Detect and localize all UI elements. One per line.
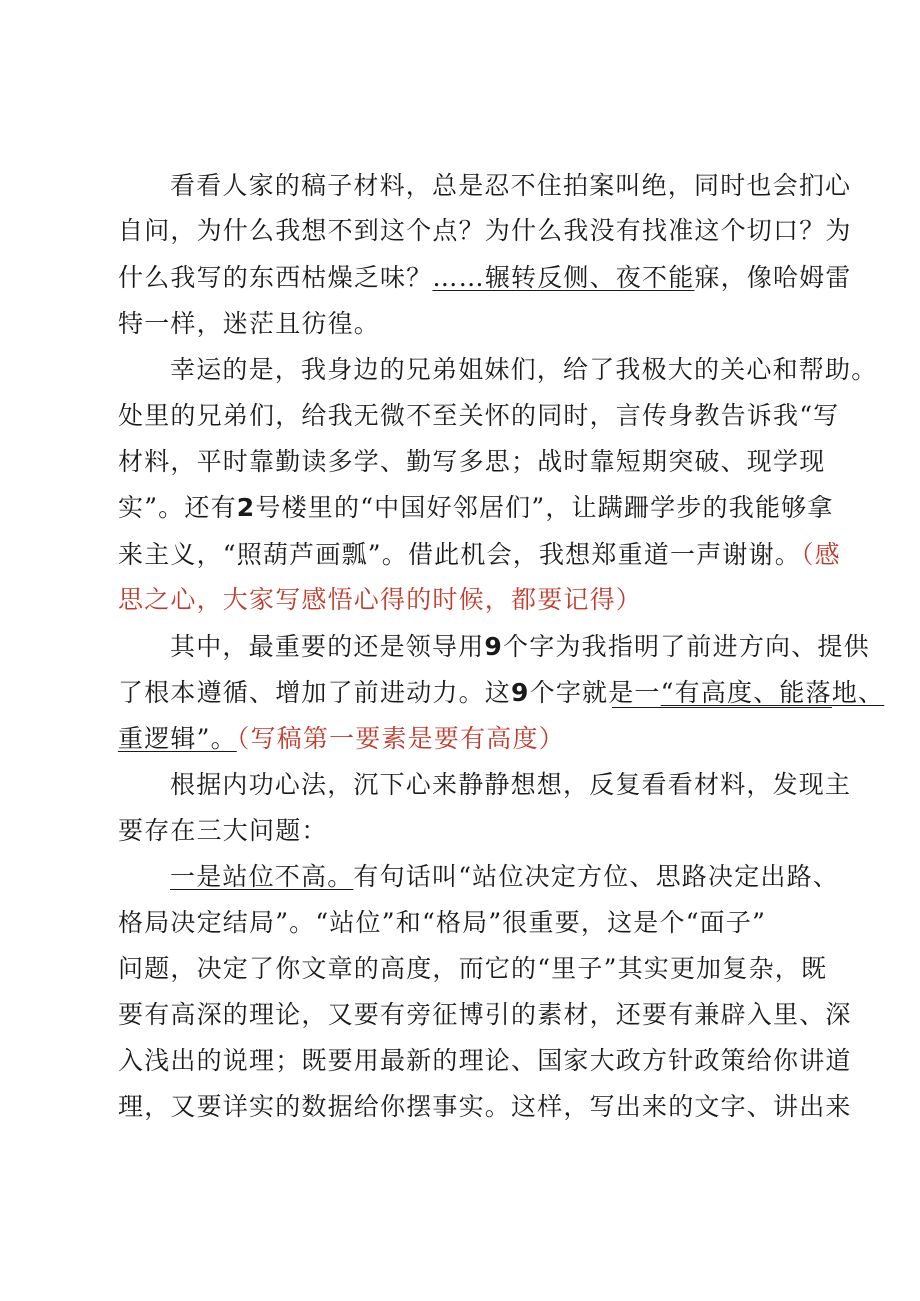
annotation-text: （感	[800, 540, 841, 569]
paragraph-5-line-2: 格局决定结局”。“站位”和“格局”很重要，这是个“面子”	[118, 908, 767, 937]
paragraph-1-line-1: 看看人家的稿子材料，总是忍不住拍案叫绝，同时也会扪心	[170, 171, 852, 200]
paragraph-1-line-3: 什么我写的东西枯燥乏味？……辗转反侧、夜不能寐，像哈姆雷	[118, 263, 852, 292]
paragraph-1-line-2: 自问，为什么我想不到这个点？为什么我没有找准这个切口？为	[118, 216, 852, 245]
paragraph-2-line-6-annotation: 思之心，大家写感悟心得的时候，都要记得）	[118, 585, 643, 614]
paragraph-2-line-2: 处里的兄弟们，给我无微不至关怀的同时，言传身教告诉我“写	[118, 401, 840, 430]
underlined-heading: 一是站位不高。	[170, 862, 354, 891]
underline-rule	[612, 707, 832, 708]
paragraph-2-line-3: 材料，平时靠勤读多学、勤写多思；战时靠短期突破、现学现	[118, 447, 826, 476]
paragraph-4-line-2: 要存在三大问题：	[118, 816, 328, 845]
paragraph-5-line-3: 问题，决定了你文章的高度，而它的“里子”其实更加复杂，既	[118, 954, 828, 983]
paragraph-3-line-3	[118, 723, 565, 755]
paragraph-5-line-5: 入浅出的说理；既要用最新的理论、国家大政方针政策给你讲道	[118, 1046, 852, 1075]
paragraph-2-line-4: 实”。还有2号楼里的“中国好邻居们”，让蹒跚学步的我能够拿	[118, 493, 834, 522]
paragraph-3-line-1: 其中，最重要的还是领导用9个字为我指明了前进方向、提供	[170, 632, 870, 661]
paragraph-5-line-4: 要有高深的理论，又要有旁征博引的素材，还要有兼辟入里、深	[118, 1000, 852, 1029]
underlined-phrase: “有高度、能落地、	[660, 678, 885, 707]
annotation-text: （写稿第一要素是要有高度）	[236, 724, 565, 753]
paragraph-5-line-1: 一是站位不高。有句话叫“站位决定方位、思路决定出路、	[170, 862, 839, 891]
paragraph-2-line-5: 来主义，“照葫芦画瓢”。借此机会，我想郑重道一声谢谢。（感	[118, 540, 841, 569]
underlined-phrase: 重逻辑”。	[118, 724, 237, 753]
paragraph-1-line-4: 特一样，迷茫且彷徨。	[118, 309, 381, 338]
paragraph-3-line-2: 了根本遵循、增加了前进动力。这9个字就是一“有高度、能落地、	[118, 678, 885, 707]
underlined-phrase: ……辗转反侧、夜不能	[432, 263, 695, 292]
paragraph-4-line-1: 根据内功心法，沉下心来静静想想，反复看看材料，发现主	[170, 770, 852, 799]
paragraph-5-line-6: 理，又要详实的数据给你摆事实。这样，写出来的文字、讲出来	[118, 1092, 852, 1121]
paragraph-2-line-1: 幸运的是，我身边的兄弟姐妹们，给了我极大的关心和帮助。	[170, 355, 878, 384]
